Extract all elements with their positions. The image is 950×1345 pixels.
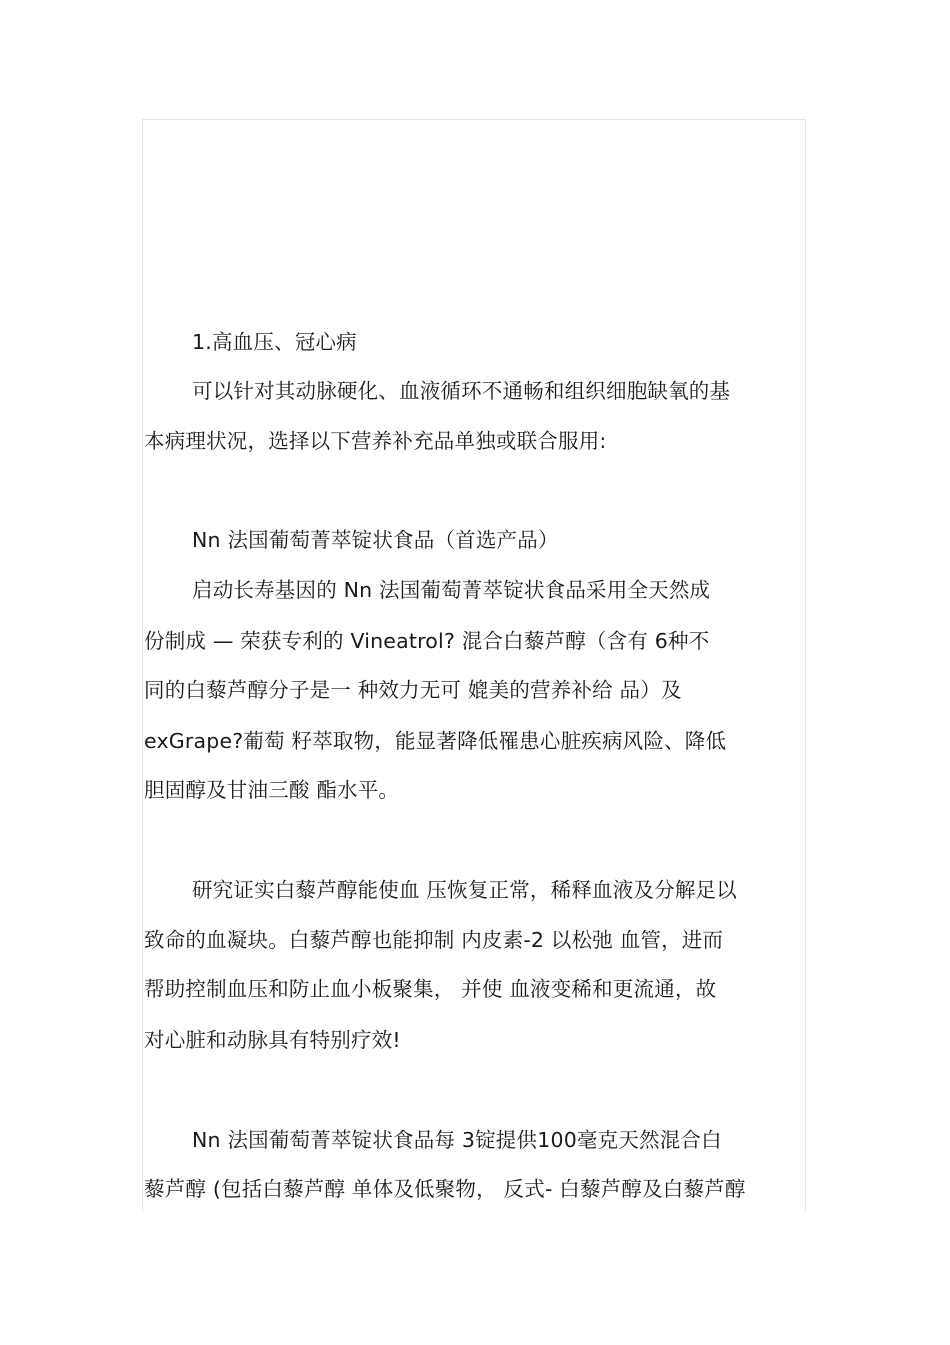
paragraph-1-line-1: 可以针对其动脉硬化、血液循环不通畅和组织细胞缺氧的基 (192, 379, 731, 403)
product-title: Nn 法国葡萄菁萃锭状食品（首选产品） (192, 528, 559, 552)
paragraph-3-line-4: exGrape?葡萄 籽萃取物，能显著降低罹患心脏疾病风险、降低 (144, 729, 727, 753)
paragraph-4-line-2: 致命的血凝块。白藜芦醇也能抑制 内皮素-2 以松弛 血管，进而 (144, 928, 724, 952)
section-heading: 1.高血压、冠心病 (192, 330, 357, 354)
paragraph-3-line-2: 份制成 — 荣获专利的 Vineatrol? 混合白藜芦醇（含有 6种不 (144, 629, 710, 653)
paragraph-3-line-1: 启动长寿基因的 Nn 法国葡萄菁萃锭状食品采用全天然成 (192, 578, 711, 602)
paragraph-1-line-2: 本病理状况，选择以下营养补充品单独或联合服用: (144, 429, 607, 453)
paragraph-5-line-1: Nn 法国葡萄菁萃锭状食品每 3锭提供100毫克天然混合白 (192, 1128, 722, 1152)
paragraph-4-line-4: 对心脏和动脉具有特别疗效! (144, 1028, 401, 1052)
paragraph-4-line-1: 研究证实白藜芦醇能使血 压恢复正常，稀释血液及分解足以 (192, 878, 737, 902)
paragraph-4-line-3: 帮助控制血压和防止血小板聚集， 并使 血液变稀和更流通，故 (144, 977, 717, 1001)
paragraph-5-line-2: 藜芦醇 (包括白藜芦醇 单体及低聚物， 反式- 白藜芦醇及白藜芦醇 (144, 1177, 746, 1201)
paragraph-3-line-5: 胆固醇及甘油三酸 酯水平。 (144, 778, 400, 802)
paragraph-3-line-3: 同的白藜芦醇分子是一 种效力无可 媲美的营养补给 品）及 (144, 678, 682, 702)
